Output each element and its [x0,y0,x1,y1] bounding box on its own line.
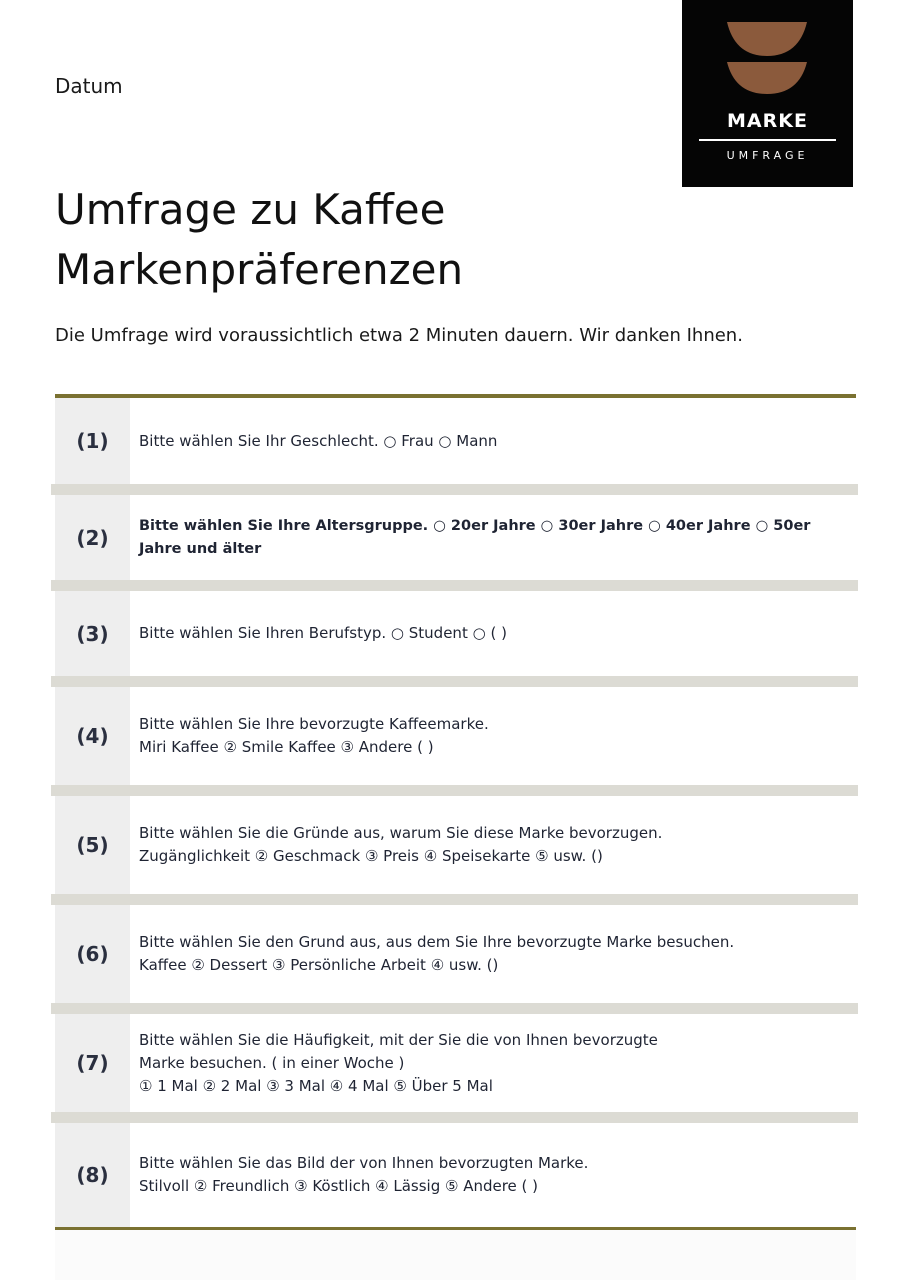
question-row [55,591,856,676]
title-line-2: Markenpräferenzen [55,245,464,294]
logo-divider [699,139,836,141]
question-text [139,796,856,894]
question-row [55,1014,856,1112]
row-divider [51,894,858,905]
logo-subtitle: UMFRAGE [726,149,809,162]
question-text [139,1123,856,1227]
question-row [55,1123,856,1227]
question-line: Bitte wählen Sie das Bild der von Ihnen bevorzugten Marke. [139,1154,589,1172]
answer-options[interactable]: ① 1 Mal ② 2 Mal ③ 3 Mal ④ 4 Mal ⑤ Über 5 Mal [139,1076,493,1095]
question-row [55,398,856,484]
question-text [139,591,856,676]
question-text [139,905,856,1003]
question-text [139,495,856,580]
logo-brand-text: MARKE [727,110,808,132]
question-line[interactable]: Bitte wählen Sie Ihr Geschlecht. ○ Frau ○ Mann [139,431,498,450]
row-divider [51,580,858,591]
row-divider [51,676,858,687]
date-label: Datum [55,74,123,98]
page-title [55,180,463,300]
question-number: (4) [55,687,130,785]
row-divider [51,1112,858,1123]
question-line: Marke besuchen. ( in einer Woche ) [139,1053,405,1072]
question-text [139,398,856,484]
question-number: (6) [55,905,130,1003]
question-number: (3) [55,591,130,676]
row-divider [51,1003,858,1014]
question-line: Bitte wählen Sie Ihre bevorzugte Kaffeemarke. [139,715,489,733]
question-row [55,796,856,894]
answer-options[interactable]: Miri Kaffee ② Smile Kaffee ③ Andere ( ) [139,738,434,756]
question-number: (1) [55,398,130,484]
coffee-bowl-icon [727,22,807,96]
question-number: (8) [55,1123,130,1227]
question-row [55,905,856,1003]
question-text [139,687,856,785]
answer-options[interactable]: Stilvoll ② Freundlich ③ Köstlich ④ Lässig ⑤ Andere ( ) [139,1177,539,1195]
page-footer-area [55,1230,856,1280]
title-line-1: Umfrage zu Kaffee [55,185,446,234]
row-divider [51,484,858,495]
question-line: Bitte wählen Sie den Grund aus, aus dem Sie Ihre bevorzugte Marke besuchen. [139,933,735,951]
question-line: Bitte wählen Sie die Gründe aus, warum Sie diese Marke bevorzugen. [139,824,663,842]
brand-logo [682,0,853,187]
question-line[interactable]: Bitte wählen Sie Ihren Berufstyp. ○ Student ○ ( ) [139,624,507,642]
question-row [55,687,856,785]
row-divider [51,785,858,796]
question-number: (5) [55,796,130,894]
question-line[interactable]: Bitte wählen Sie Ihre Altersgruppe. ○ 20er Jahre ○ 30er Jahre ○ 40er Jahre ○ 50er Jahre und älter [139,517,811,557]
question-row [55,495,856,580]
intro-text: Die Umfrage wird voraussichtlich etwa 2 Minuten dauern. Wir danken Ihnen. [55,325,743,346]
question-number: (7) [55,1014,130,1112]
answer-options[interactable]: Zugänglichkeit ② Geschmack ③ Preis ④ Speisekarte ⑤ usw. () [139,847,603,865]
answer-options[interactable]: Kaffee ② Dessert ③ Persönliche Arbeit ④ usw. () [139,956,499,974]
question-line: Bitte wählen Sie die Häufigkeit, mit der Sie die von Ihnen bevorzugte [139,1030,658,1049]
question-text [139,1014,856,1112]
question-number: (2) [55,495,130,580]
